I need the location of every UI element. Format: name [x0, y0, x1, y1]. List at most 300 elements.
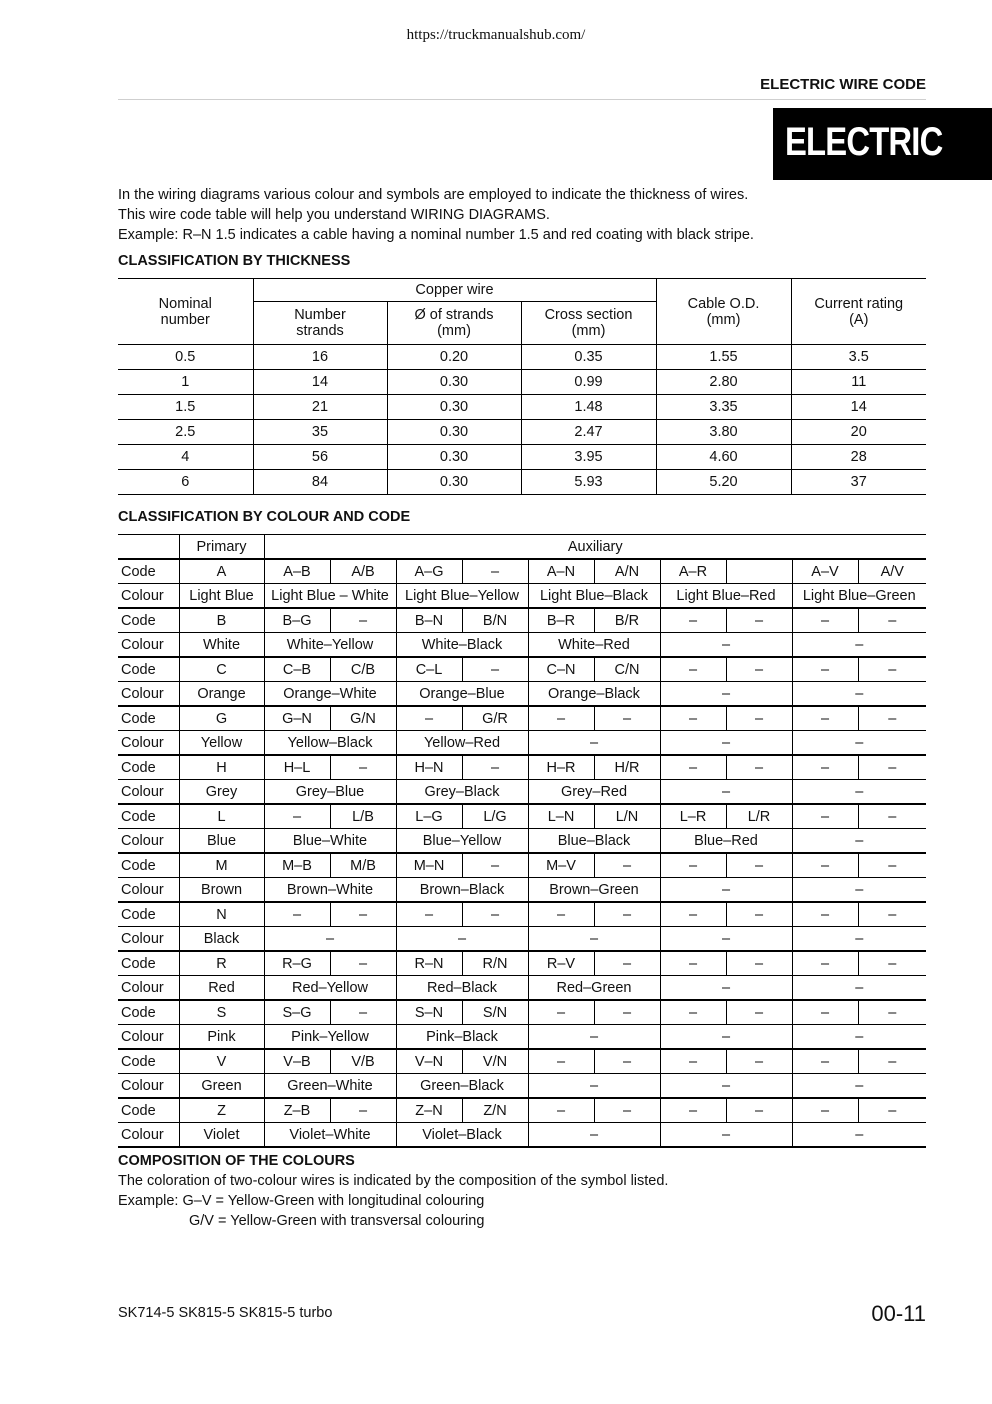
- colour-cell: Blue: [179, 829, 264, 854]
- colour-cell: Brown–Green: [528, 878, 660, 903]
- code-cell: –: [858, 657, 926, 682]
- table-cell: 0.30: [387, 395, 521, 420]
- colour-cell: White–Black: [396, 633, 528, 658]
- colour-cell: –: [660, 633, 792, 658]
- code-cell: –: [858, 804, 926, 829]
- code-cell: –: [792, 657, 858, 682]
- code-cell: V/N: [462, 1049, 528, 1074]
- colour-cell: Light Blue: [179, 584, 264, 609]
- colour-cell: –: [660, 1025, 792, 1050]
- code-cell: Z–B: [264, 1098, 330, 1123]
- table-cell: 3.80: [656, 420, 791, 445]
- code-cell: –: [660, 1000, 726, 1025]
- colour-cell: Violet: [179, 1123, 264, 1148]
- colour-cell: –: [396, 927, 528, 952]
- intro-line: This wire code table will help you understand WIRING DIAGRAMS.: [118, 207, 550, 223]
- colour-cell: Orange–Blue: [396, 682, 528, 707]
- table-cell: 3.35: [656, 395, 791, 420]
- table-cell: 1.5: [118, 395, 253, 420]
- row-label: Code: [118, 804, 179, 829]
- table-cell: 0.30: [387, 470, 521, 495]
- code-cell: G: [179, 706, 264, 731]
- row-label: Colour: [118, 927, 179, 952]
- code-cell: R–G: [264, 951, 330, 976]
- code-cell: –: [462, 853, 528, 878]
- code-cell: S/N: [462, 1000, 528, 1025]
- code-cell: –: [330, 755, 396, 780]
- source-url: https://truckmanualshub.com/: [406, 27, 586, 43]
- row-label: Colour: [118, 633, 179, 658]
- table-cell: 0.20: [387, 345, 521, 370]
- code-cell: –: [594, 951, 660, 976]
- code-cell: –: [858, 608, 926, 633]
- row-label: Colour: [118, 829, 179, 854]
- code-row: [118, 706, 926, 731]
- row-label: Colour: [118, 1025, 179, 1050]
- colour-cell: –: [792, 976, 926, 1001]
- code-row: [118, 1098, 926, 1123]
- header-number-strands: [253, 302, 387, 345]
- code-cell: –: [858, 755, 926, 780]
- code-cell: –: [726, 853, 792, 878]
- table-cell: 0.30: [387, 445, 521, 470]
- colour-row: [118, 731, 926, 756]
- code-cell: –: [528, 1098, 594, 1123]
- code-cell: –: [726, 902, 792, 927]
- code-cell: –: [528, 902, 594, 927]
- code-cell: L/N: [594, 804, 660, 829]
- header-primary: Primary: [179, 535, 264, 560]
- code-cell: G–N: [264, 706, 330, 731]
- header-current-rating: [791, 279, 926, 345]
- table-cell: 6: [118, 470, 253, 495]
- colour-cell: –: [792, 1123, 926, 1148]
- colour-cell: Brown–Black: [396, 878, 528, 903]
- colour-cell: Red: [179, 976, 264, 1001]
- code-cell: S: [179, 1000, 264, 1025]
- table-row: [118, 420, 926, 445]
- code-cell: –: [462, 657, 528, 682]
- code-cell: V–N: [396, 1049, 462, 1074]
- colour-cell: Blue–Black: [528, 829, 660, 854]
- colour-cell: Light Blue–Red: [660, 584, 792, 609]
- header-text: Nominal: [158, 295, 212, 312]
- code-cell: A–V: [792, 559, 858, 584]
- table-cell: 2.80: [656, 370, 791, 395]
- code-cell: –: [858, 951, 926, 976]
- header-blank: [118, 535, 179, 560]
- colour-cell: –: [264, 927, 396, 952]
- colour-row: [118, 584, 926, 609]
- code-row: [118, 559, 926, 584]
- colour-cell: –: [792, 1074, 926, 1099]
- code-cell: A/N: [594, 559, 660, 584]
- colour-cell: Light Blue–Green: [792, 584, 926, 609]
- header-strand-diameter: [387, 302, 521, 345]
- table-cell: 0.30: [387, 370, 521, 395]
- colour-cell: Brown–White: [264, 878, 396, 903]
- code-row: [118, 755, 926, 780]
- colour-cell: Blue–Yellow: [396, 829, 528, 854]
- colour-cell: –: [792, 633, 926, 658]
- colour-cell: White: [179, 633, 264, 658]
- code-cell: H–R: [528, 755, 594, 780]
- colour-cell: –: [528, 1123, 660, 1148]
- code-cell: Z–N: [396, 1098, 462, 1123]
- table-cell: 21: [253, 395, 387, 420]
- colour-cell: Blue–White: [264, 829, 396, 854]
- table-row: [118, 395, 926, 420]
- code-row: [118, 804, 926, 829]
- code-cell: –: [330, 608, 396, 633]
- table-cell: 1.48: [521, 395, 656, 420]
- header-text: number: [160, 311, 210, 328]
- colour-cell: Yellow: [179, 731, 264, 756]
- composition-line: The coloration of two-colour wires is indicated by the composition of the symbol listed.: [118, 1173, 669, 1189]
- colour-cell: Grey–Blue: [264, 780, 396, 805]
- code-cell: R–V: [528, 951, 594, 976]
- colour-cell: Light Blue–Yellow: [396, 584, 528, 609]
- code-cell: –: [726, 1049, 792, 1074]
- table-cell: 56: [253, 445, 387, 470]
- table-cell: 2.5: [118, 420, 253, 445]
- header-cable-od: [656, 279, 791, 345]
- code-cell: L–R: [660, 804, 726, 829]
- code-cell: –: [330, 1000, 396, 1025]
- header-nominal: [118, 279, 253, 345]
- code-cell: H–N: [396, 755, 462, 780]
- colour-cell: Grey–Red: [528, 780, 660, 805]
- code-cell: L: [179, 804, 264, 829]
- code-cell: –: [594, 1049, 660, 1074]
- code-cell: –: [660, 657, 726, 682]
- colour-cell: Blue–Red: [660, 829, 792, 854]
- row-label: Code: [118, 1098, 179, 1123]
- row-label: Code: [118, 559, 179, 584]
- code-cell: B: [179, 608, 264, 633]
- code-cell: –: [660, 951, 726, 976]
- code-cell: –: [792, 608, 858, 633]
- colour-cell: –: [660, 1074, 792, 1099]
- colour-cell: Orange–Black: [528, 682, 660, 707]
- code-cell: –: [528, 1000, 594, 1025]
- colour-row: [118, 682, 926, 707]
- colour-cell: Black: [179, 927, 264, 952]
- colour-cell: Pink–Yellow: [264, 1025, 396, 1050]
- code-cell: –: [594, 853, 660, 878]
- code-cell: M–V: [528, 853, 594, 878]
- code-cell: V: [179, 1049, 264, 1074]
- code-cell: –: [594, 1000, 660, 1025]
- code-cell: –: [726, 755, 792, 780]
- code-cell: Z/N: [462, 1098, 528, 1123]
- code-cell: –: [792, 755, 858, 780]
- row-label: Code: [118, 608, 179, 633]
- header-auxiliary: Auxiliary: [264, 535, 926, 560]
- colour-cell: Brown: [179, 878, 264, 903]
- table-cell: 84: [253, 470, 387, 495]
- code-cell: –: [660, 755, 726, 780]
- code-cell: –: [660, 853, 726, 878]
- header-text: (mm): [437, 323, 471, 339]
- table-cell: 14: [253, 370, 387, 395]
- code-row: [118, 951, 926, 976]
- code-cell: M/B: [330, 853, 396, 878]
- code-cell: N: [179, 902, 264, 927]
- table-cell: 3.95: [521, 445, 656, 470]
- row-label: Colour: [118, 584, 179, 609]
- colour-cell: Pink: [179, 1025, 264, 1050]
- code-cell: –: [726, 657, 792, 682]
- code-cell: C/N: [594, 657, 660, 682]
- code-cell: R: [179, 951, 264, 976]
- colour-cell: –: [792, 829, 926, 854]
- colour-cell: Light Blue–Black: [528, 584, 660, 609]
- code-cell: –: [858, 902, 926, 927]
- code-row: [118, 608, 926, 633]
- composition-line: Example: G–V = Yellow-Green with longitudinal colouring: [118, 1193, 485, 1209]
- code-cell: C/B: [330, 657, 396, 682]
- code-row: [118, 1049, 926, 1074]
- code-cell: –: [858, 853, 926, 878]
- code-cell: H–L: [264, 755, 330, 780]
- colour-cell: –: [660, 1123, 792, 1148]
- code-cell: R–N: [396, 951, 462, 976]
- section-title: ELECTRIC WIRE CODE: [760, 76, 926, 93]
- code-cell: V–B: [264, 1049, 330, 1074]
- code-cell: M–N: [396, 853, 462, 878]
- code-cell: –: [264, 804, 330, 829]
- code-cell: –: [792, 1000, 858, 1025]
- colour-cell: Orange–White: [264, 682, 396, 707]
- code-cell: –: [792, 853, 858, 878]
- code-cell: A–N: [528, 559, 594, 584]
- row-label: Colour: [118, 878, 179, 903]
- table-cell: 4.60: [656, 445, 791, 470]
- code-cell: S–N: [396, 1000, 462, 1025]
- colour-cell: Green–Black: [396, 1074, 528, 1099]
- code-cell: –: [660, 608, 726, 633]
- table-cell: 4: [118, 445, 253, 470]
- model-list: SK714-5 SK815-5 SK815-5 turbo: [118, 1305, 333, 1321]
- colour-cell: –: [792, 878, 926, 903]
- row-label: Code: [118, 755, 179, 780]
- code-cell: M–B: [264, 853, 330, 878]
- code-cell: L/R: [726, 804, 792, 829]
- row-label: Colour: [118, 731, 179, 756]
- code-cell: B–R: [528, 608, 594, 633]
- row-label: Code: [118, 706, 179, 731]
- colour-cell: –: [792, 682, 926, 707]
- code-cell: L–N: [528, 804, 594, 829]
- table-cell: 2.47: [521, 420, 656, 445]
- table-cell: 16: [253, 345, 387, 370]
- header-text: strands: [296, 323, 344, 339]
- table-cell: 20: [791, 420, 926, 445]
- code-cell: A–G: [396, 559, 462, 584]
- code-cell: R/N: [462, 951, 528, 976]
- table-cell: 35: [253, 420, 387, 445]
- colour-cell: Yellow–Red: [396, 731, 528, 756]
- colour-cell: Grey: [179, 780, 264, 805]
- colour-row: [118, 1074, 926, 1099]
- table-cell: 1: [118, 370, 253, 395]
- colour-cell: –: [528, 927, 660, 952]
- header-text: Cable O.D.: [687, 295, 760, 312]
- colour-cell: –: [660, 927, 792, 952]
- intro-text: [118, 185, 754, 245]
- colour-cell: Green: [179, 1074, 264, 1099]
- composition-heading: COMPOSITION OF THE COLOURS: [118, 1153, 355, 1169]
- code-cell: C: [179, 657, 264, 682]
- header-copper-wire: Copper wire: [253, 279, 656, 302]
- chapter-tab: [773, 108, 992, 180]
- composition-line: G/V = Yellow-Green with transversal colouring: [189, 1213, 485, 1229]
- table-row: [118, 370, 926, 395]
- code-cell: H/R: [594, 755, 660, 780]
- code-cell: –: [594, 1098, 660, 1123]
- code-cell: C–L: [396, 657, 462, 682]
- code-cell: B–G: [264, 608, 330, 633]
- table-cell: 0.5: [118, 345, 253, 370]
- code-cell: –: [462, 559, 528, 584]
- code-row: [118, 902, 926, 927]
- table-cell: 11: [791, 370, 926, 395]
- row-label: Colour: [118, 780, 179, 805]
- code-cell: –: [726, 608, 792, 633]
- header-text: Current rating: [814, 295, 904, 312]
- table-cell: 5.20: [656, 470, 791, 495]
- code-cell: V/B: [330, 1049, 396, 1074]
- colour-cell: Orange: [179, 682, 264, 707]
- code-cell: –: [858, 1000, 926, 1025]
- composition-text: [118, 1171, 668, 1231]
- code-row: [118, 1000, 926, 1025]
- table-cell: 37: [791, 470, 926, 495]
- row-label: Colour: [118, 976, 179, 1001]
- colour-cell: Pink–Black: [396, 1025, 528, 1050]
- table-cell: 1.55: [656, 345, 791, 370]
- code-cell: –: [792, 951, 858, 976]
- colour-cell: –: [660, 780, 792, 805]
- header-text: (mm): [706, 311, 741, 328]
- colour-cell: Violet–Black: [396, 1123, 528, 1148]
- code-cell: A: [179, 559, 264, 584]
- code-cell: G/R: [462, 706, 528, 731]
- code-cell: B–N: [396, 608, 462, 633]
- code-cell: –: [792, 706, 858, 731]
- colour-cell: White–Yellow: [264, 633, 396, 658]
- colour-row: [118, 976, 926, 1001]
- code-cell: –: [396, 706, 462, 731]
- code-row: [118, 853, 926, 878]
- row-label: Colour: [118, 682, 179, 707]
- colour-cell: –: [660, 682, 792, 707]
- table-cell: 0.35: [521, 345, 656, 370]
- code-cell: –: [726, 1098, 792, 1123]
- code-cell: Z: [179, 1098, 264, 1123]
- colour-row: [118, 878, 926, 903]
- code-cell: –: [528, 1049, 594, 1074]
- row-label: Code: [118, 902, 179, 927]
- code-cell: A–B: [264, 559, 330, 584]
- colour-cell: –: [660, 731, 792, 756]
- code-cell: –: [726, 951, 792, 976]
- colour-cell: Grey–Black: [396, 780, 528, 805]
- code-cell: –: [792, 1049, 858, 1074]
- code-cell: –: [264, 902, 330, 927]
- chapter-tab-label: ELECTRIC: [785, 120, 943, 164]
- colour-cell: –: [660, 878, 792, 903]
- code-cell: –: [660, 1049, 726, 1074]
- header-text: (A): [849, 311, 869, 328]
- code-cell: G/N: [330, 706, 396, 731]
- colour-code-table: [118, 534, 926, 1148]
- code-cell: L/G: [462, 804, 528, 829]
- table-row: [118, 345, 926, 370]
- colour-cell: Yellow–Black: [264, 731, 396, 756]
- code-cell: –: [594, 902, 660, 927]
- colour-cell: Red–Green: [528, 976, 660, 1001]
- code-cell: –: [726, 1000, 792, 1025]
- code-cell: –: [330, 1098, 396, 1123]
- colour-row: [118, 1123, 926, 1148]
- header-cross-section: [521, 302, 656, 345]
- code-cell: B/N: [462, 608, 528, 633]
- colour-cell: –: [792, 731, 926, 756]
- header-text: Cross section: [544, 307, 633, 323]
- intro-line: Example: R–N 1.5 indicates a cable having a nominal number 1.5 and red coating with black stripe.: [118, 227, 754, 243]
- code-cell: –: [858, 1049, 926, 1074]
- table-row: [118, 445, 926, 470]
- code-cell: C–B: [264, 657, 330, 682]
- code-row: [118, 657, 926, 682]
- header-text: Number: [294, 307, 346, 323]
- code-cell: –: [462, 755, 528, 780]
- code-cell: –: [330, 951, 396, 976]
- code-cell: H: [179, 755, 264, 780]
- code-cell: –: [594, 706, 660, 731]
- code-cell: –: [396, 902, 462, 927]
- colour-cell: Light Blue – White: [264, 584, 396, 609]
- table-cell: 0.30: [387, 420, 521, 445]
- colour-cell: –: [660, 976, 792, 1001]
- intro-line: In the wiring diagrams various colour and symbols are employed to indicate the thickness of wires.: [118, 187, 749, 203]
- colour-cell: Violet–White: [264, 1123, 396, 1148]
- colour-row: [118, 633, 926, 658]
- colour-cell: Red–Black: [396, 976, 528, 1001]
- row-label: Code: [118, 951, 179, 976]
- code-cell: –: [726, 706, 792, 731]
- colour-cell: White–Red: [528, 633, 660, 658]
- colour-cell: –: [792, 780, 926, 805]
- table-cell: 3.5: [791, 345, 926, 370]
- table-row: [118, 470, 926, 495]
- code-cell: A–R: [660, 559, 726, 584]
- colour-cell: Red–Yellow: [264, 976, 396, 1001]
- code-cell: –: [462, 902, 528, 927]
- code-cell: C–N: [528, 657, 594, 682]
- code-cell: L/B: [330, 804, 396, 829]
- code-cell: –: [792, 1098, 858, 1123]
- table-cell: 5.93: [521, 470, 656, 495]
- colour-cell: –: [792, 927, 926, 952]
- header-text: Ø of strands: [414, 307, 494, 323]
- colour-heading: CLASSIFICATION BY COLOUR AND CODE: [118, 509, 411, 525]
- colour-row: [118, 1025, 926, 1050]
- colour-row: [118, 829, 926, 854]
- code-cell: –: [858, 1098, 926, 1123]
